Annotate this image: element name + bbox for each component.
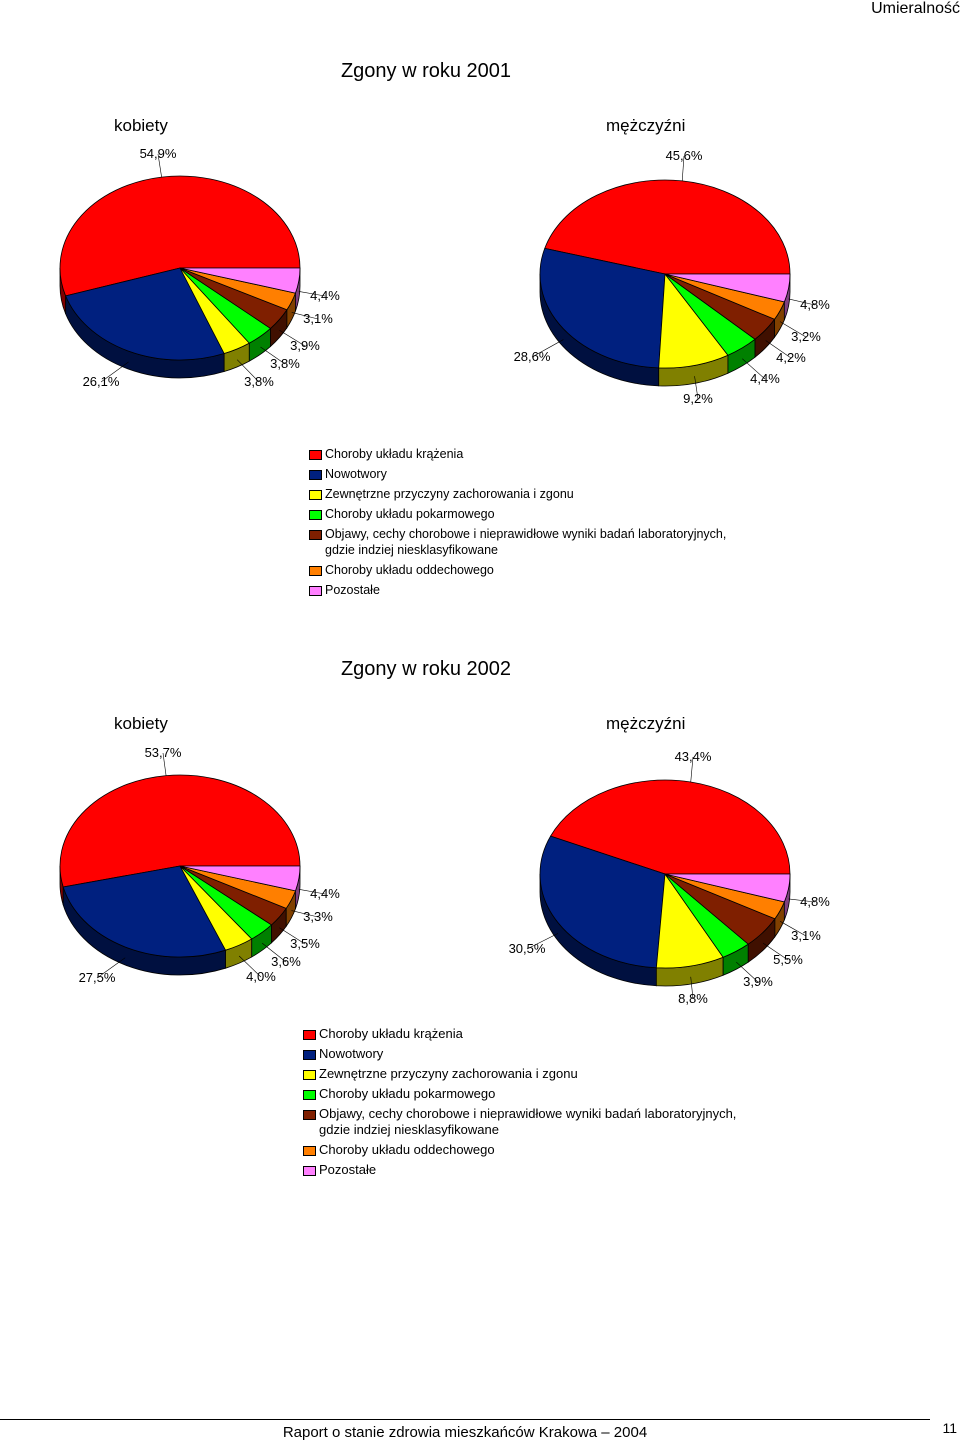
pie-2-label-0: 53,7%	[144, 745, 182, 760]
chart-title-2002: Zgony w roku 2002	[340, 658, 512, 680]
pie-2-label-1: 27,5%	[78, 970, 116, 985]
page-number: 11	[942, 1420, 957, 1436]
pie-0-label-4: 3,9%	[290, 338, 320, 353]
legend-item	[309, 484, 726, 504]
pie-3-label-3: 3,9%	[743, 974, 773, 989]
pie-charts-2001	[0, 140, 960, 440]
pie-1-label-5: 3,2%	[791, 329, 821, 344]
section-header: Umieralność	[871, 0, 960, 17]
pie-0-label-3: 3,8%	[270, 356, 300, 371]
pie-0-label-2: 3,8%	[244, 374, 274, 389]
legend-label: Choroby układu krążenia	[319, 1026, 463, 1041]
legend-swatch	[303, 1050, 316, 1060]
subtitle-women-2002: kobiety	[114, 714, 168, 733]
legend-item	[309, 464, 726, 484]
legend-swatch	[309, 530, 322, 540]
legend-swatch	[309, 470, 322, 480]
subtitle-women-2001: kobiety	[114, 116, 168, 135]
pie-2-label-5: 3,3%	[303, 909, 333, 924]
legend-item	[309, 444, 726, 464]
pie-0-label-5: 3,1%	[303, 311, 333, 326]
pie-1	[514, 148, 831, 406]
subtitle-men-2001: mężczyźni	[606, 116, 686, 135]
pie-1-label-2: 9,2%	[683, 391, 713, 406]
pie-3-label-5: 3,1%	[791, 928, 821, 943]
legend-label: Choroby układu oddechowego	[319, 1142, 495, 1157]
legend-item	[303, 1084, 736, 1104]
pie-1-label-1: 28,6%	[513, 349, 551, 364]
pie-1-label-4: 4,2%	[776, 350, 806, 365]
legend-label: Choroby układu krążenia	[325, 447, 464, 461]
legend-item	[303, 1024, 736, 1044]
pie-0	[60, 146, 340, 389]
pie-2	[60, 745, 340, 985]
legend-label: Objawy, cechy chorobowe i nieprawidłowe wyniki badań laboratoryjnych, gdzie indziej niesklasyfikowane	[325, 527, 727, 557]
legend-swatch	[309, 450, 322, 460]
chart-title-2001: Zgony w roku 2001	[340, 60, 512, 82]
legend-swatch	[309, 490, 322, 500]
legend-2001	[309, 444, 726, 600]
legend-label: Pozostałe	[325, 583, 380, 597]
legend-item	[303, 1064, 736, 1084]
legend-swatch	[303, 1146, 316, 1156]
pie-3-label-4: 5,5%	[773, 952, 803, 967]
legend-swatch	[309, 566, 322, 576]
legend-swatch	[303, 1166, 316, 1176]
pie-0-label-1: 26,1%	[82, 374, 120, 389]
legend-item	[309, 524, 726, 560]
legend-item	[309, 560, 726, 580]
pie-0-label-6: 4,4%	[310, 288, 340, 303]
legend-label: Zewnętrzne przyczyny zachorowania i zgonu	[319, 1066, 578, 1081]
footer-text: Raport o stanie zdrowia mieszkańców Krakowa – 2004	[282, 1424, 648, 1441]
legend-item	[303, 1160, 736, 1180]
legend-item	[303, 1140, 736, 1160]
pie-3-label-1: 30,5%	[508, 941, 546, 956]
legend-swatch	[303, 1110, 316, 1120]
legend-item	[303, 1104, 736, 1140]
pie-1-label-6: 4,8%	[800, 297, 830, 312]
pie-charts-2002	[0, 740, 960, 1040]
legend-label: Nowotwory	[325, 467, 387, 481]
legend-label: Objawy, cechy chorobowe i nieprawidłowe wyniki badań laboratoryjnych, gdzie indziej niesklasyfikowane	[319, 1106, 737, 1137]
pie-2-label-3: 3,6%	[271, 954, 301, 969]
pie-3	[509, 749, 831, 1006]
legend-swatch	[303, 1070, 316, 1080]
legend-label: Zewnętrzne przyczyny zachorowania i zgonu	[325, 487, 574, 501]
pie-2-label-6: 4,4%	[310, 886, 340, 901]
legend-label: Choroby układu pokarmowego	[319, 1086, 496, 1101]
legend-label: Pozostałe	[319, 1162, 377, 1177]
footer-divider	[0, 1419, 930, 1420]
pie-3-label-2: 8,8%	[678, 991, 708, 1006]
legend-item	[309, 580, 726, 600]
legend-label: Choroby układu oddechowego	[325, 563, 494, 577]
legend-label: Nowotwory	[319, 1046, 384, 1061]
legend-item	[303, 1044, 736, 1064]
legend-swatch	[303, 1030, 316, 1040]
legend-item	[309, 504, 726, 524]
pie-3-label-6: 4,8%	[800, 894, 830, 909]
subtitle-men-2002: mężczyźni	[606, 714, 686, 733]
pie-2-label-4: 3,5%	[290, 936, 320, 951]
legend-swatch	[309, 586, 322, 596]
legend-swatch	[309, 510, 322, 520]
pie-1-label-3: 4,4%	[750, 371, 780, 386]
pie-2-label-2: 4,0%	[246, 969, 276, 984]
legend-label: Choroby układu pokarmowego	[325, 507, 495, 521]
pie-0-label-0: 54,9%	[139, 146, 177, 161]
legend-swatch	[303, 1090, 316, 1100]
legend-2002	[303, 1024, 736, 1180]
pie-3-label-0: 43,4%	[674, 749, 712, 764]
pie-1-label-0: 45,6%	[665, 148, 703, 163]
